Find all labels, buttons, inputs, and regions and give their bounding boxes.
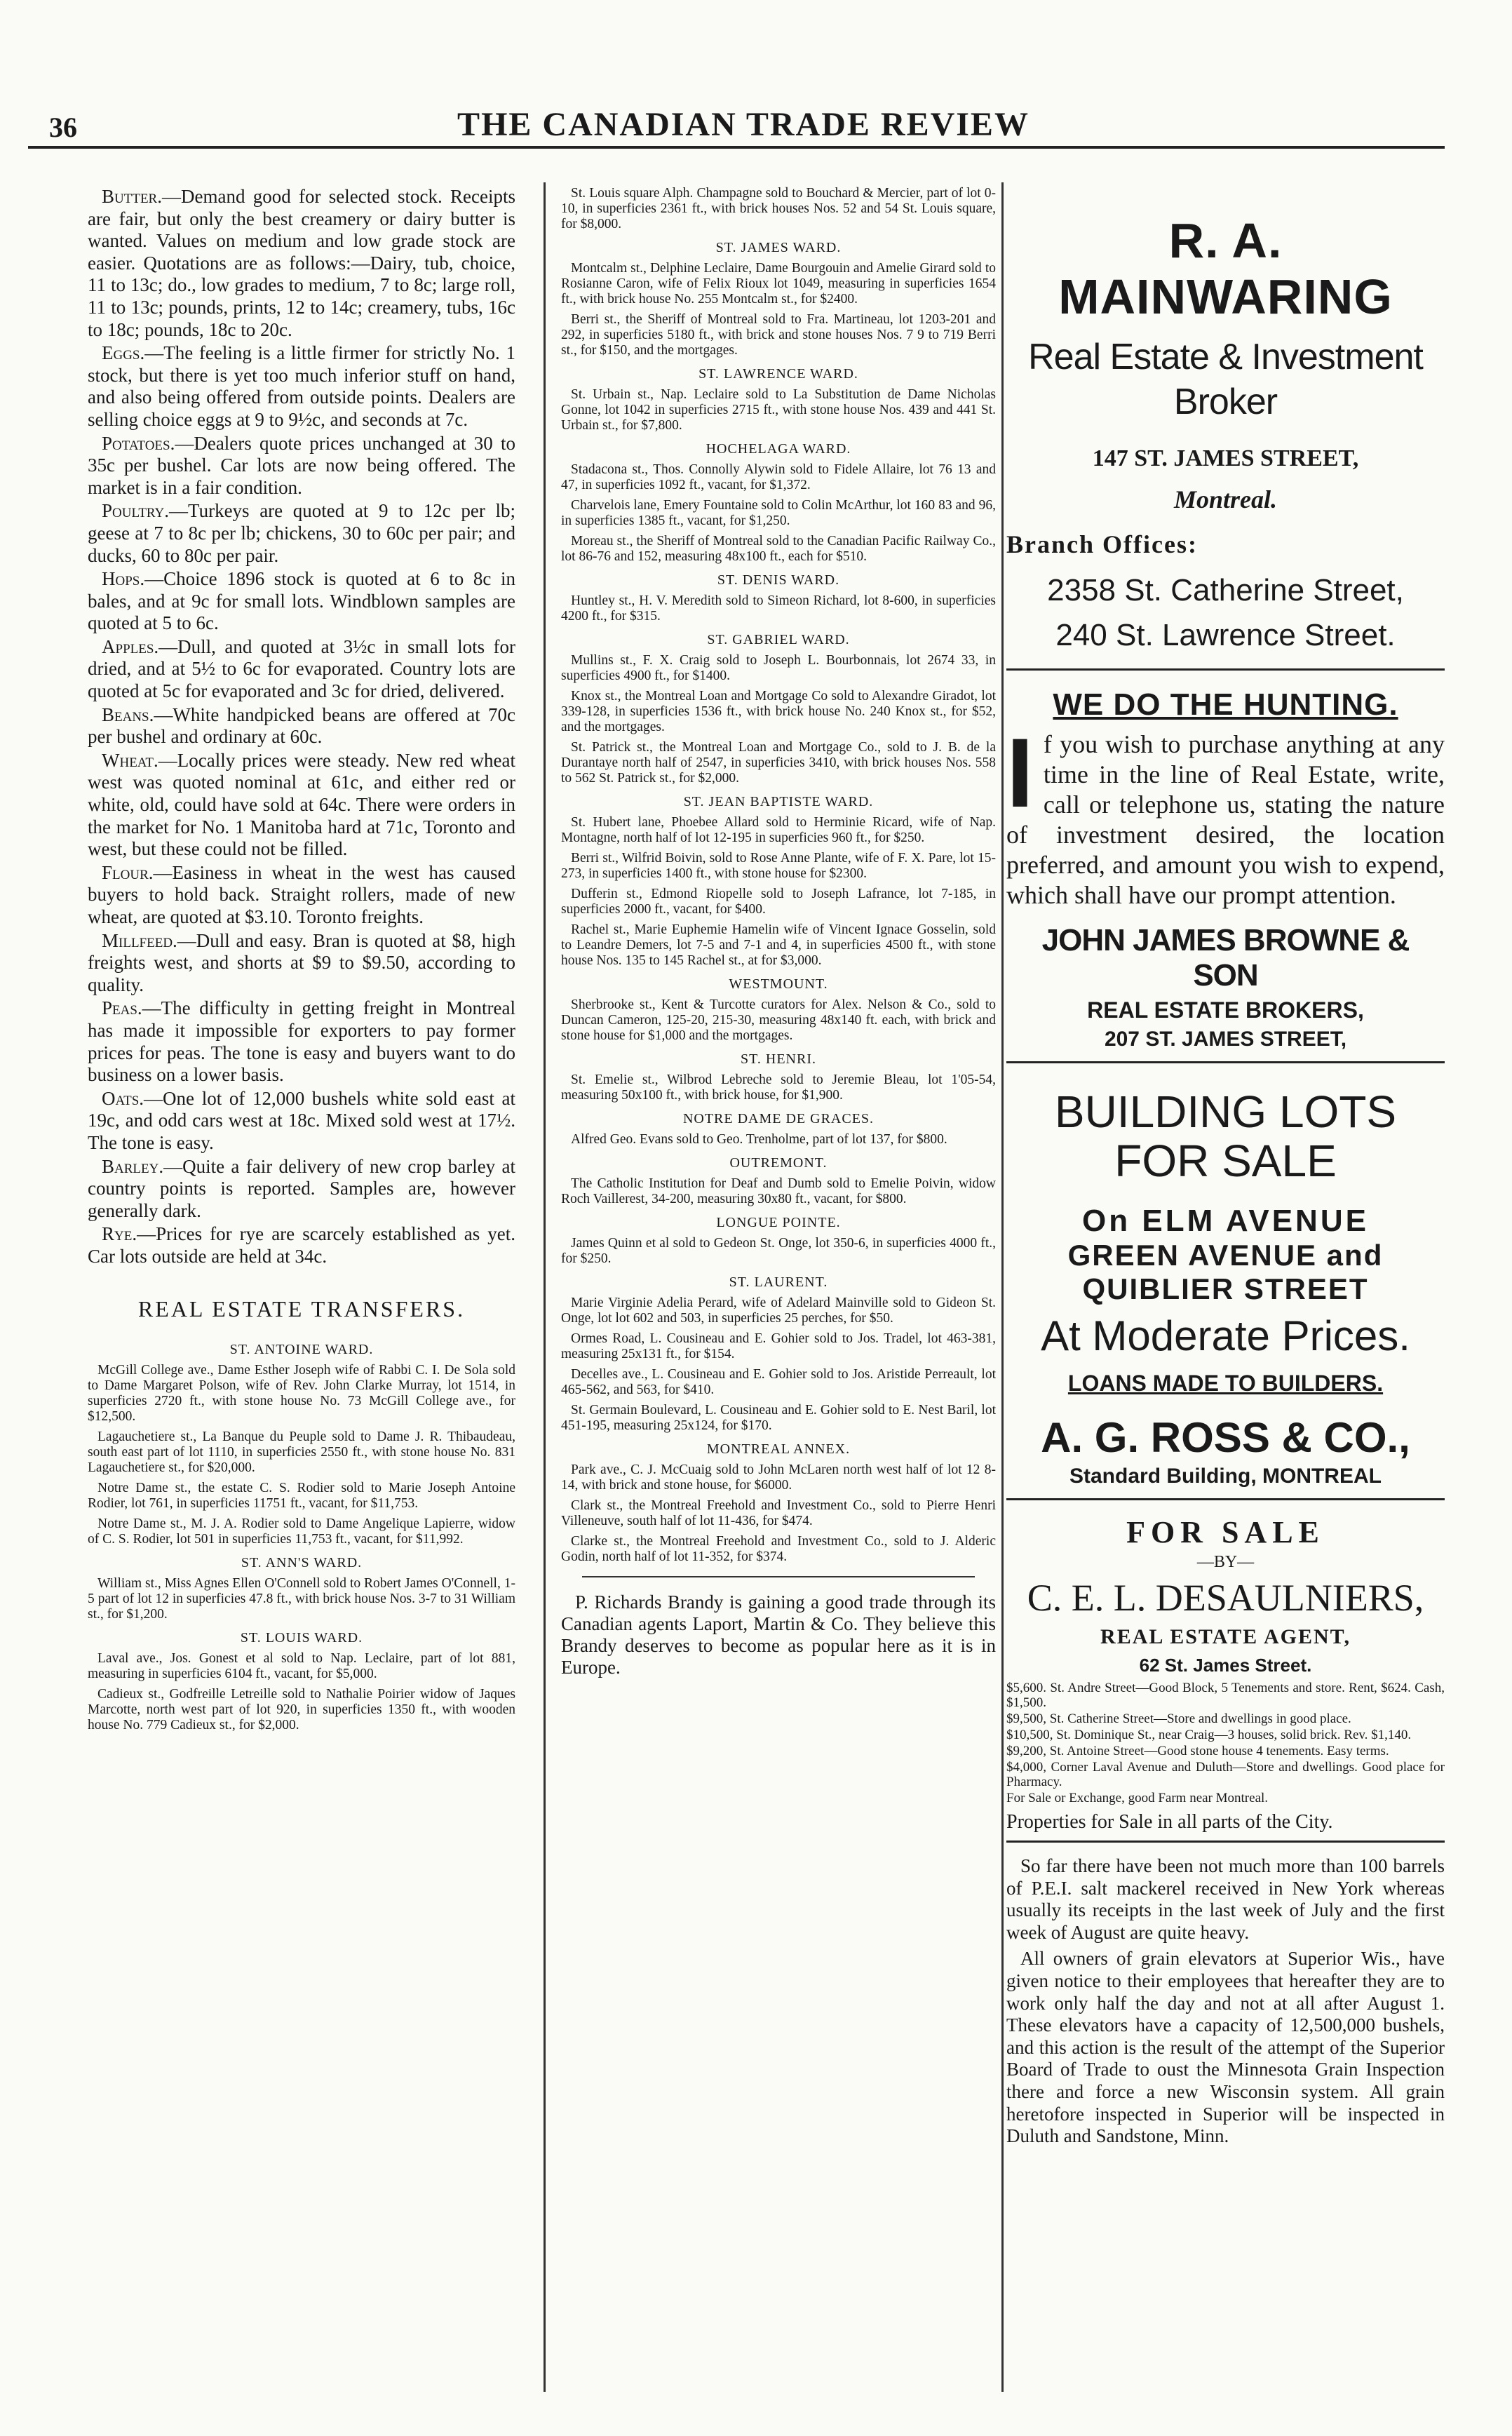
ward-heading: ST. LAURENT.	[729, 1274, 828, 1290]
ward-heading: ST. LOUIS WARD.	[240, 1629, 363, 1646]
market-report-7	[88, 750, 515, 861]
ad-des-title: REAL ESTATE AGENT,	[1100, 1625, 1351, 1648]
ward-heading: OUTREMONT.	[729, 1155, 828, 1171]
ward-heading: ST. JAMES WARD.	[715, 240, 842, 255]
ad-ross-firm: A. G. ROSS & CO.,	[1041, 1414, 1410, 1461]
transfer-entry: Berri st., Wilfrid Boivin, sold to Rose Anne Plante, wife of F. X. Pare, lot 15-273, in superficies 1400 ft., with stone house for $2300.	[561, 851, 996, 881]
transfers-list-1	[88, 1342, 515, 1733]
ward-heading: MONTREAL ANNEX.	[706, 1441, 851, 1457]
ad-lots-l5: LOANS MADE TO BUILDERS.	[1067, 1371, 1384, 1396]
market-report-text: —Locally prices were steady. New red wheat west was quoted nominal at 61c, and either red or white, old, could have sold at 64c. There were orders in the market for No. 1 Manitoba hard at 71c, Toronto and west, but these could not be filled.	[88, 749, 515, 860]
ad-mainwaring-line: Real Estate & Investment Broker	[1028, 337, 1423, 422]
market-report-13	[88, 1223, 515, 1267]
dropcap: I	[1006, 718, 1034, 828]
market-report-6	[88, 704, 515, 748]
market-report-5	[88, 636, 515, 703]
market-report-0	[88, 186, 515, 341]
market-report-8	[88, 862, 515, 929]
market-report-lead: Apples.	[102, 635, 159, 657]
ad-desaulniers	[1006, 1514, 1445, 1843]
market-report-text: —The feeling is a little firmer for strictly No. 1 stock, but there is yet too much inferior stuff on hand, and also being offered from outside points. Dealers are selling choice eggs at 9 to 9½c, and seconds at 7c.	[88, 342, 515, 430]
market-report-lead: Millfeed.	[102, 929, 177, 951]
market-report-text: —One lot of 12,000 bushels white sold east at 19c, and odd cars west at 18c. Mixed sold west at 17½. The tone is easy.	[88, 1087, 515, 1153]
ad-browne	[1006, 687, 1445, 1063]
transfer-entry: Notre Dame st., M. J. A. Rodier sold to Dame Angelique Lapierre, widow of C. S. Rodier, lot 501 in superficies 11,753 ft., vacant, for $11,992.	[88, 1516, 515, 1547]
market-report-lead: Rye.	[102, 1223, 137, 1245]
transfer-entry: St. Hubert lane, Phoebee Allard sold to Herminie Ricard, wife of Nap. Montagne, north half of lot 12-195 in superficies 960 ft., for $250.	[561, 815, 996, 845]
transfer-entry: Clarke st., the Montreal Freehold and Investment Co., sold to J. Alderic Godin, north half of lot 11-352, for $374.	[561, 1534, 996, 1564]
ad-ross-address: Standard Building, MONTREAL	[1069, 1465, 1382, 1488]
market-report-lead: Eggs.	[102, 342, 145, 364]
ad-mainwaring-city: Montreal.	[1173, 485, 1278, 513]
ward-heading: NOTRE DAME DE GRACES.	[682, 1111, 875, 1126]
market-reports	[88, 186, 515, 1268]
ad-lots-l1: On ELM AVENUE	[1082, 1204, 1369, 1238]
listing-item: $10,500, St. Dominique St., near Craig—3 houses, solid brick. Rev. $1,140.	[1006, 1728, 1412, 1742]
ad-des-addr: 62 St. James Street.	[1139, 1655, 1312, 1676]
market-report-text: —Prices for rye are scarcely established as yet. Car lots outside are held at 34c.	[88, 1223, 515, 1267]
column-divider-2	[1001, 182, 1004, 2392]
ad-lots-l4: At Moderate Prices.	[1041, 1312, 1410, 1359]
market-report-3	[88, 500, 515, 567]
ad-hunting-text: f you wish to purchase anything at any time in the line of Real Estate, write, call or telephone us, stating the nature of investment desired, the location preferred, and amount you wish to expend, which shall have our prompt attention.	[1006, 730, 1445, 909]
ad-lots-h1: BUILDING LOTS	[1054, 1086, 1397, 1137]
page-header	[21, 105, 1466, 147]
market-report-lead: Oats.	[102, 1087, 144, 1109]
transfer-entry: Laval ave., Jos. Gonest et al sold to Nap. Leclaire, part of lot 881, measuring in superficies 6104 ft., vacant, for $5,000.	[88, 1650, 515, 1681]
transfer-entry: Montcalm st., Delphine Leclaire, Dame Bourgouin and Amelie Girard sold to Rosianne Caron, wife of Felix Rioux lot 1049, measuring in superficies 1654 ft., with brick house No. 255 Montcalm st., for $2400.	[561, 261, 996, 307]
column-transfers	[561, 186, 996, 2395]
transfer-entry: St. Patrick st., the Montreal Loan and Mortgage Co., sold to J. B. de la Durantaye north half of 2547, in superficies 3410, with brick houses Nos. 558 to 562 St. Patrick st., for $2,000.	[561, 740, 996, 786]
listing-item: $5,600. St. Andre Street—Good Block, 5 Tenements and store. Rent, $624. Cash, $1,500.	[1006, 1681, 1445, 1710]
ad-des-by: —BY—	[1196, 1553, 1255, 1571]
market-report-lead: Beans.	[102, 704, 154, 725]
ad-lots-l3: QUIBLIER STREET	[1082, 1272, 1369, 1305]
market-report-4	[88, 568, 515, 635]
page-number: 36	[49, 112, 77, 143]
ward-heading: ST. HENRI.	[741, 1051, 816, 1067]
market-report-text: —Dull, and quoted at 3½c in small lots for dried, and at 5½ to 6c for evaporated. Country lots are quoted at 5c for evaporated and 3c for dried, delivered.	[88, 635, 515, 702]
transfer-entry: Charvelois lane, Emery Fountaine sold to Colin McArthur, lot 160 83 and 96, in superficies 1385 ft., vacant, for $1,250.	[561, 498, 996, 528]
ad-des-h1: FOR SALE	[1126, 1515, 1325, 1549]
ad-ross	[1006, 1087, 1445, 1500]
market-report-lead: Peas.	[102, 997, 142, 1019]
ward-heading: ST. ANN'S WARD.	[241, 1554, 363, 1570]
transfer-entry: Cadieux st., Godfreille Letreille sold to Nathalie Poirier widow of Jaques Marcotte, north west part of lot 920, in superficies 1350 ft., with wooden house No. 779 Cadieux st., for $2,000.	[88, 1686, 515, 1732]
ward-heading: ST. LAWRENCE WARD.	[698, 366, 858, 382]
ward-heading: ST. GABRIEL WARD.	[707, 632, 850, 647]
transfer-entry: Ormes Road, L. Cousineau and E. Gohier sold to Jos. Tradel, lot 463-381, measuring 25x131 ft., for $154.	[561, 1331, 996, 1361]
listing-item: $4,000, Corner Laval Avenue and Duluth—Store and dwellings. Good place for Pharmacy.	[1006, 1760, 1445, 1789]
header-rule	[28, 146, 1445, 149]
ad-mainwaring-branch-1: 2358 St. Catherine Street,	[1047, 573, 1404, 607]
ward-heading: WESTMOUNT.	[729, 976, 828, 992]
transfer-entry: Stadacona st., Thos. Connolly Alywin sold to Fidele Allaire, lot 76 13 and 47, in superficies 1092 ft., vacant, for $1,372.	[561, 462, 996, 492]
transfer-entry: St. Emelie st., Wilbrod Lebreche sold to Jeremie Bleau, lot 1'05-54, measuring 50x100 ft., with brick house, for $1,900.	[561, 1072, 996, 1103]
ward-heading: ST. JEAN BAPTISTE WARD.	[683, 794, 874, 809]
ward-heading: ST. ANTOINE WARD.	[229, 1341, 374, 1357]
ad-hunting-body	[1006, 718, 1445, 910]
market-report-lead: Hops.	[102, 568, 145, 590]
market-report-11	[88, 1088, 515, 1155]
listing-item: $9,200, St. Antoine Street—Good stone house 4 tenements. Easy terms.	[1006, 1744, 1389, 1758]
market-report-text: —Choice 1896 stock is quoted at 6 to 8c in bales, and at 9c for small lots. Windblown samples are quoted at 5 to 6c.	[88, 568, 515, 634]
transfer-entry: Alfred Geo. Evans sold to Geo. Trenholme, part of lot 137, for $800.	[571, 1132, 947, 1147]
market-report-text: —Demand good for selected stock. Receipts are fair, but only the best creamery or dairy butter is wanted. Values on medium and low grade stock are easier. Quotations are as follows:—Dairy, tub, choice, 11 to 13c; do., low grades to medium, 7 to 8c; large roll, 11 to 13c; pounds, prints, 12 to 14c; creamery, tubs, 16c to 18c; pounds, 18c to 20c.	[88, 186, 515, 340]
column-advertisements	[1006, 186, 1445, 2395]
transfer-entry: St. Louis square Alph. Champagne sold to Bouchard & Mercier, part of lot 0-10, in superficies 2361 ft., with brick houses Nos. 52 and 54 St. Louis square, for $8,000.	[561, 186, 996, 231]
ad-browne-address: 207 ST. JAMES STREET,	[1104, 1028, 1347, 1051]
transfer-entry: Notre Dame st., the estate C. S. Rodier sold to Marie Joseph Antoine Rodier, lot 761, in superficies 11751 ft., vacant, for $11,753.	[88, 1480, 515, 1511]
transfer-entry: McGill College ave., Dame Esther Joseph wife of Rabbi C. I. De Sola sold to Dame Margaret Polson, wife of Rev. John Clarke Murray, lot 1514, in superficies 2720 ft., with stone house No. 73 McGill College ave., for $12,500.	[88, 1362, 515, 1424]
transfer-entry: The Catholic Institution for Deaf and Dumb sold to Emelie Poivin, widow Roch Vaillerest, 34-200, measuring 30x80 ft., vacant, for $800.	[561, 1176, 996, 1206]
market-report-1	[88, 342, 515, 431]
ad-lots-h2: FOR SALE	[1114, 1136, 1337, 1186]
ad-mainwaring-branch-label: Branch Offices:	[1006, 530, 1198, 558]
market-report-text: —Easiness in wheat in the west has caused buyers to hold back. Straight rollers, made of new wheat, are quoted at $3.10. Toronto freights.	[88, 861, 515, 927]
transfers-list-2	[561, 186, 996, 1565]
market-report-10	[88, 997, 515, 1086]
market-report-lead: Potatoes.	[102, 432, 175, 454]
transfer-entry: William st., Miss Agnes Ellen O'Connell sold to Robert James O'Connell, 1-5 part of lot 12 in superficies 47.8 ft., with brick house Nos. 3-7 to 31 William st., for $1,200.	[88, 1575, 515, 1622]
market-report-12	[88, 1156, 515, 1223]
transfer-entry: Knox st., the Montreal Loan and Mortgage Co sold to Alexandre Giradot, lot 339-128, in superficies 1536 ft., with brick house No. 240 Knox st., for $52, and the mortgages.	[561, 689, 996, 734]
ward-heading: HOCHELAGA WARD.	[706, 441, 851, 457]
market-report-text: —Quite a fair delivery of new crop barley at country points is reported. Samples are, however generally dark.	[88, 1155, 515, 1221]
brandy-note: P. Richards Brandy is gaining a good trade through its Canadian agents Laport, Martin & Co. They believe this Brandy deserves to become as popular here as it is in Europe.	[561, 1592, 996, 1678]
ad-browne-firm: JOHN JAMES BROWNE & SON	[1041, 923, 1410, 992]
section-title-real-estate: REAL ESTATE TRANSFERS.	[137, 1296, 466, 1321]
market-report-lead: Flour.	[102, 861, 154, 883]
ad-des-footer: Properties for Sale in all parts of the City.	[1006, 1811, 1333, 1833]
transfer-entry: Decelles ave., L. Cousineau and E. Gohier sold to Jos. Aristide Perreault, lot 465-562, and 563, for $410.	[561, 1367, 996, 1397]
transfer-entry: Clark st., the Montreal Freehold and Investment Co., sold to Pierre Henri Villeneuve, south half of lot 11-436, for $474.	[561, 1498, 996, 1528]
elevators-paragraph: All owners of grain elevators at Superior Wis., have given notice to their employees that hereafter they are to work only half the day and not at all after August 1. These elevators have a capacity of 12,500,000 bushels, and this action is the result of the attempt of the Superior Board of Trade to oust the Minnesota Grain Inspection there and force a new Wisconsin system. All grain heretofore inspected in Superior will be inspected in Duluth and Sandstone, Minn.	[1006, 1948, 1445, 2147]
ward-heading: LONGUE POINTE.	[716, 1215, 841, 1230]
mackerel-paragraph: So far there have been not much more than 100 barrels of P.E.I. salt mackerel received in New York whereas usually its receipts in the last week of July and the first week of August are quite heavy.	[1006, 1855, 1445, 1943]
column-divider-1	[544, 182, 546, 2392]
market-report-text: —White handpicked beans are offered at 70c per bushel and ordinary at 60c.	[88, 704, 515, 748]
market-report-text: —Dealers quote prices unchanged at 30 to 35c per bushel. Car lots are now being offered. The market is in a fair condition.	[88, 432, 515, 498]
transfer-entry: St. Germain Boulevard, L. Cousineau and E. Gohier sold to E. Nest Baril, lot 451-195, measuring 25x124, for $170.	[561, 1403, 996, 1433]
market-report-lead: Barley.	[102, 1155, 164, 1177]
transfer-entry: Rachel st., Marie Euphemie Hamelin wife of Vincent Ignace Gosselin, sold to Leandre Demers, lot 7-5 and 7-1 and 4, in superficies 4500 ft., with stone house Nos. 135 to 145 Rachel st., at for $3,000.	[561, 922, 996, 968]
transfer-entry: Marie Virginie Adelia Perard, wife of Adelard Mainville sold to Gideon St. Onge, lot lot 602 and 503, in superficies 25 perches, for $50.	[561, 1296, 996, 1326]
ward-heading: ST. DENIS WARD.	[717, 572, 840, 588]
transfer-entry: Park ave., C. J. McCuaig sold to John McLaren north west half of lot 12 8-14, with brick and stone house, for $6000.	[561, 1462, 996, 1493]
page-title: THE CANADIAN TRADE REVIEW	[457, 106, 1030, 143]
transfer-entry: Dufferin st., Edmond Riopelle sold to Joseph Lafrance, lot 7-185, in superficies 2000 ft., vacant, for $400.	[561, 887, 996, 917]
column-markets	[88, 186, 515, 2395]
transfer-entry: Moreau st., the Sheriff of Montreal sold to the Canadian Pacific Railway Co., lot 86-76 and 152, measuring 48x100 ft., each for $510.	[561, 534, 996, 564]
transfer-entry: James Quinn et al sold to Gedeon St. Onge, lot 350-6, in superficies 4000 ft., for $250.	[561, 1236, 996, 1266]
ad-mainwaring-address: 147 ST. JAMES STREET,	[1092, 445, 1359, 471]
market-report-lead: Poultry.	[102, 500, 170, 522]
transfer-entry: Lagauchetiere st., La Banque du Peuple sold to Dame J. R. Thibaudeau, south east part of lot 1110, in superficies 2550 ft., with stone house No. 831 Lagauchetiere st., for $20,000.	[88, 1429, 515, 1475]
ad-browne-sub: REAL ESTATE BROKERS,	[1087, 997, 1364, 1023]
market-report-lead: Wheat.	[102, 749, 158, 771]
ad-mainwaring-name: R. A. MAINWARING	[1058, 213, 1393, 324]
listing-item: For Sale or Exchange, good Farm near Montreal.	[1006, 1791, 1269, 1805]
market-report-lead: Butter.	[102, 186, 162, 207]
market-report-text: —Dull and easy. Bran is quoted at $8, high freights west, and shorts at $9 to $9.50, according to quality.	[88, 929, 515, 995]
transfer-entry: St. Urbain st., Nap. Leclaire sold to La Substitution de Dame Nicholas Gonne, lot 1042 in superficies 2715 ft., with stone house Nos. 439 and 441 St. Urbain st., for $7,800.	[561, 387, 996, 433]
ad-lots-l2: GREEN AVENUE and	[1067, 1239, 1384, 1272]
transfer-entry: Huntley st., H. V. Meredith sold to Simeon Richard, lot 8-600, in superficies 4200 ft., for $315.	[561, 593, 996, 624]
ad-hunting-heading: WE DO THE HUNTING.	[1053, 687, 1398, 722]
ad-mainwaring	[1006, 213, 1445, 671]
transfer-entry: Berri st., the Sheriff of Montreal sold to Fra. Martineau, lot 1203-201 and 292, in superficies 5180 ft., with brick and stone houses Nos. 7 9 to 719 Berri st., for $150, and the mortgages.	[561, 312, 996, 358]
ad-des-items	[1006, 1681, 1445, 1805]
transfer-entry: Sherbrooke st., Kent & Turcotte curators for Alex. Nelson & Co., sold to Duncan Cameron, 125-20, 215-30, measuring 48x140 ft. each, with brick and stone house for $1,000 and the mortgages.	[561, 997, 996, 1043]
ad-mainwaring-branch-2: 240 St. Lawrence Street.	[1055, 618, 1396, 652]
listing-item: $9,500, St. Catherine Street—Store and dwellings in good place.	[1006, 1711, 1351, 1726]
market-report-text: —The difficulty in getting freight in Montreal has made it impossible for exporters to pay former prices for peas. The tone is easy and buyers want to do business on a lower basis.	[88, 997, 515, 1086]
market-report-9	[88, 930, 515, 997]
market-report-2	[88, 433, 515, 499]
note-rule	[582, 1576, 975, 1577]
transfer-entry: Mullins st., F. X. Craig sold to Joseph L. Bourbonnais, lot 2674 33, in superficies 4900 ft., for $1400.	[561, 653, 996, 683]
ad-des-firm: C. E. L. DESAULNIERS,	[1027, 1577, 1424, 1619]
market-report-text: —Turkeys are quoted at 9 to 12c per lb; geese at 7 to 8c per lb; chickens, 30 to 60c per pair; and ducks, 60 to 80c per pair.	[88, 500, 515, 566]
